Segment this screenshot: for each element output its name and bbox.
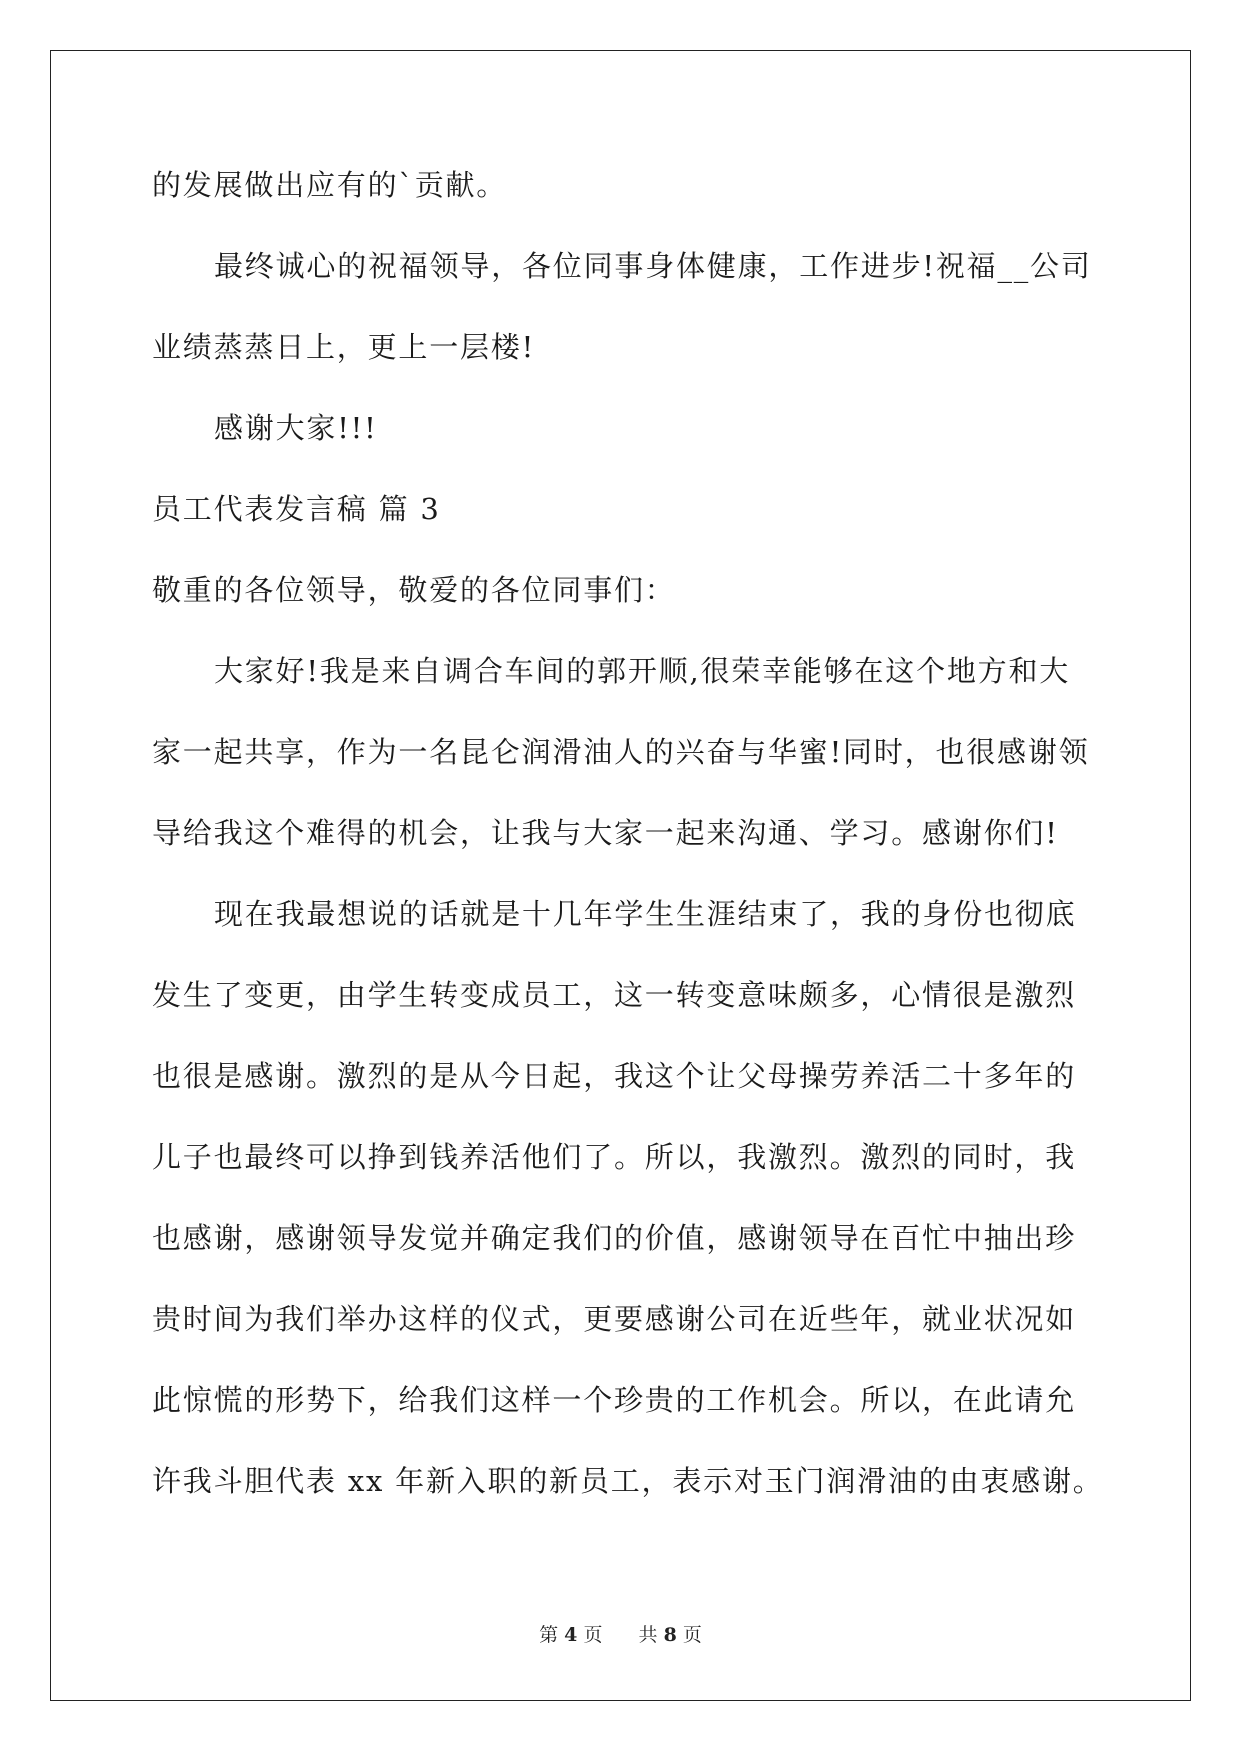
page-prefix: 第 — [539, 1624, 559, 1646]
text-line-1: 的发展做出应有的`贡献。 — [152, 168, 508, 202]
current-page-number: 4 — [564, 1624, 578, 1646]
text-line-8: 家一起共享，作为一名昆仑润滑油人的兴奋与华蜜!同时，也很感谢领 — [152, 735, 1090, 769]
text-line-9: 导给我这个难得的机会，让我与大家一起来沟通、学习。感谢你们! — [152, 816, 1059, 850]
section-heading: 员工代表发言稿 篇 3 — [152, 492, 441, 526]
text-line-2: 最终诚心的祝福领导，各位同事身体健康，工作进步!祝福__公司 — [214, 249, 1092, 283]
text-line-13: 儿子也最终可以挣到钱养活他们了。所以，我激烈。激烈的同时，我 — [152, 1140, 1077, 1174]
text-line-4: 感谢大家!!! — [214, 411, 378, 445]
text-line-17: 许我斗胆代表 xx 年新入职的新员工，表示对玉门润滑油的由衷感谢。 — [152, 1464, 1104, 1498]
page-number-footer — [0, 1620, 1241, 1647]
text-line-12: 也很是感谢。激烈的是从今日起，我这个让父母操劳养活二十多年的 — [152, 1059, 1077, 1093]
document-body — [152, 165, 1104, 1542]
total-prefix: 共 — [638, 1624, 658, 1646]
salutation: 敬重的各位领导，敬爱的各位同事们： — [152, 573, 676, 607]
text-line-3: 业绩蒸蒸日上，更上一层楼! — [152, 330, 536, 364]
text-line-11: 发生了变更，由学生转变成员工，这一转变意味颇多，心情很是激烈 — [152, 978, 1077, 1012]
text-line-15: 贵时间为我们举办这样的仪式，更要感谢公司在近些年，就业状况如 — [152, 1302, 1077, 1336]
text-line-7: 大家好!我是来自调合车间的郭开顺,很荣幸能够在这个地方和大 — [214, 654, 1071, 688]
total-page-count: 8 — [663, 1624, 677, 1646]
text-line-14: 也感谢，感谢领导发觉并确定我们的价值，感谢领导在百忙中抽出珍 — [152, 1221, 1077, 1255]
text-line-16: 此惊慌的形势下，给我们这样一个珍贵的工作机会。所以，在此请允 — [152, 1383, 1077, 1417]
page-suffix: 页 — [583, 1624, 603, 1646]
total-suffix: 页 — [682, 1624, 702, 1646]
text-line-10: 现在我最想说的话就是十几年学生生涯结束了，我的身份也彻底 — [214, 897, 1077, 931]
